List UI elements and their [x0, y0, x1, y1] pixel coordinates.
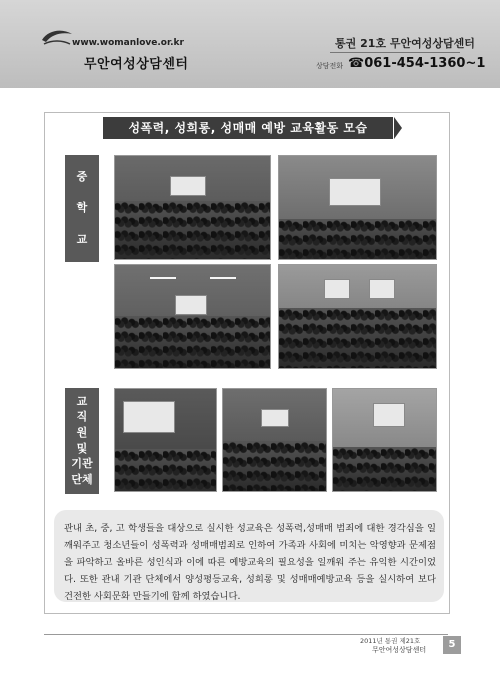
photo-school-classroom-1	[114, 264, 271, 369]
label-char: 중	[76, 169, 88, 183]
footer-divider	[44, 634, 448, 635]
banner-tail	[394, 117, 402, 139]
photo-staff-training-2	[222, 388, 327, 492]
page-number: 5	[443, 636, 461, 654]
issue-title: 통권 21호 무안여성상담센터	[335, 37, 475, 50]
body-text: 관내 초, 중, 고 학생들을 대상으로 실시한 성교육은 성폭력,성매매 범죄에 대한 경각심을 일깨워주고 청소년들이 성폭력과 성매매범죄로 인하여 가족과 사회에 미치는 악영향과 문제점을 파악하고 올바른 성인식과 이에 따른 예방교육의 필요성을 일깨워 주는 유익한 시간이었다. 또한 관내 기관 단체에서 양성평등교육, 성희롱 및 성매매예방교육 등을 실시하여 보다 건전한 사회문화 만들기에 함께 하였습니다.	[64, 523, 436, 602]
header-divider	[330, 52, 460, 53]
label-char: 직	[76, 410, 88, 424]
footer-center-name: 무안여성상담센터	[372, 646, 427, 654]
logo-swoosh-icon	[40, 28, 74, 50]
label-char: 교	[76, 233, 88, 247]
label-char: 교	[76, 394, 88, 408]
center-name-logo: 무안여성상담센터	[84, 57, 189, 72]
section-banner: 성폭력, 성희롱, 성매매 예방 교육활동 모습	[103, 117, 393, 139]
label-char: 및	[76, 441, 88, 455]
photo-school-classroom-2	[278, 264, 437, 369]
phone-number: ☎061-454-1360~1	[348, 56, 486, 71]
page-header	[0, 0, 500, 88]
photo-staff-training-3	[332, 388, 437, 492]
label-char: 원	[76, 426, 88, 440]
footer-issue: 2011년 통권 제21호	[360, 637, 421, 645]
photo-school-auditorium-1	[114, 155, 271, 260]
phone-label: 상담전화	[316, 62, 344, 70]
site-url[interactable]: www.womanlove.or.kr	[72, 38, 184, 48]
section-label-staff-organizations	[65, 388, 99, 494]
photo-school-auditorium-2	[278, 155, 437, 260]
label-char: 학	[76, 201, 88, 215]
photo-staff-training-1	[114, 388, 217, 492]
label-char: 단체	[71, 473, 93, 487]
section-label-middle-school	[65, 155, 99, 262]
label-char: 기관	[71, 457, 93, 471]
